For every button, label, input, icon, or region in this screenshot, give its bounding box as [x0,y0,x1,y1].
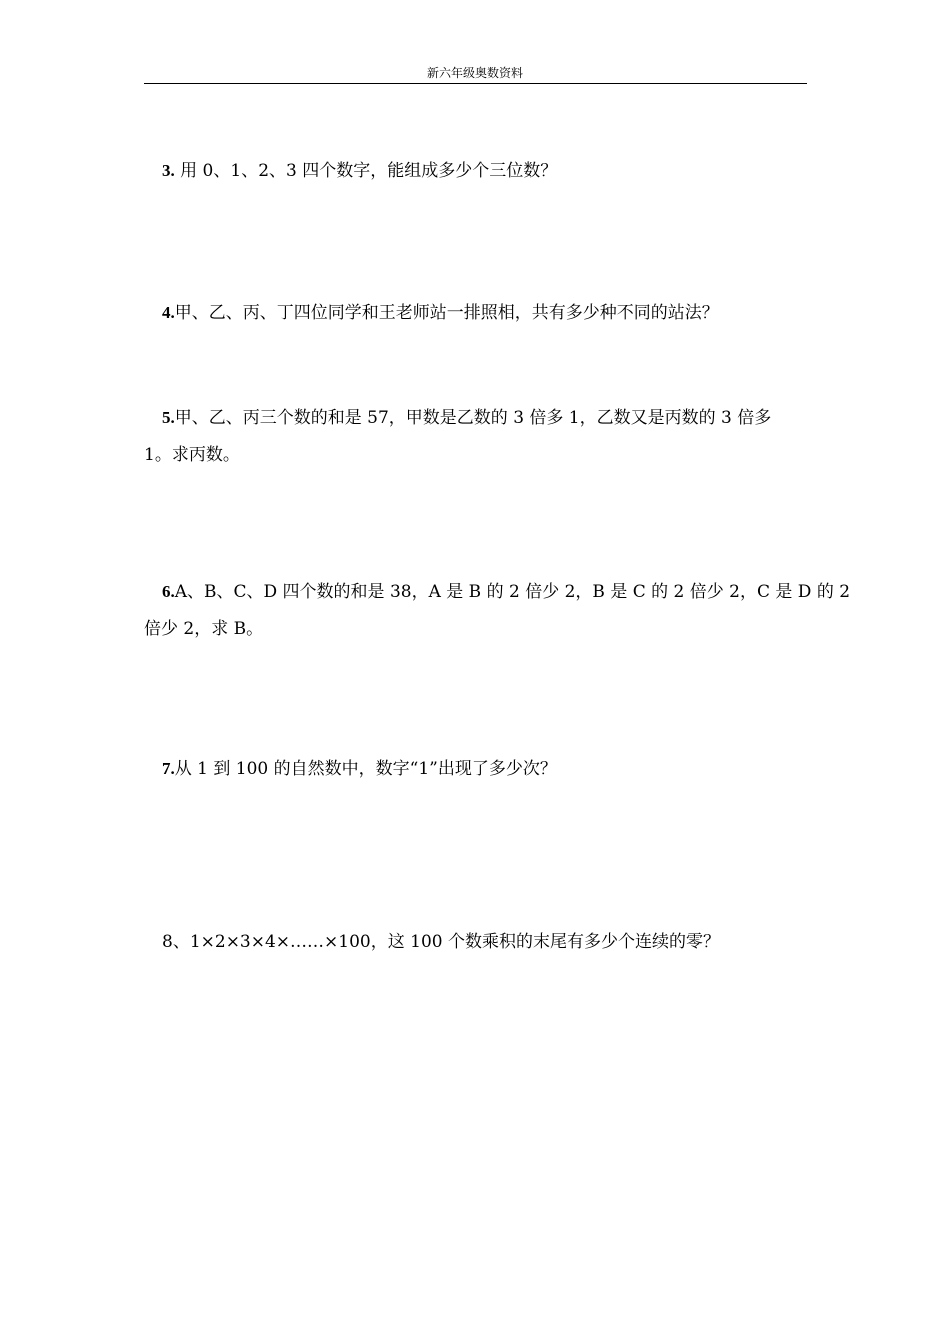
question-text: 8、1×2×3×4×……×100，这 100 个数乘积的末尾有多少个连续的零？ [162,932,721,952]
question-4 [144,302,814,324]
question-line [144,758,814,780]
page-header-title: 新六年级奥数资料 [426,66,523,80]
question-3 [144,160,814,182]
question-7 [144,758,814,780]
question-8 [144,931,814,953]
question-text: 从 1 到 100 的自然数中，数字“1”出现了多少次？ [174,759,557,779]
question-number: 6. [162,582,175,601]
question-line [144,302,814,324]
header-divider [144,83,807,84]
question-text: 用 0、1、2、3 四个数字，能组成多少个三位数？ [180,161,558,181]
question-number: 5. [162,408,175,427]
question-text: 甲、乙、丙三个数的和是 57，甲数是乙数的 3 倍多 1，乙数又是丙数的 3 倍多 [174,408,772,428]
question-text-continued: 倍少 2，求 B。 [144,619,264,639]
question-line [144,581,851,603]
question-number: 4. [162,303,175,322]
question-5 [144,407,814,466]
question-line [144,407,814,429]
question-number: 3. [162,161,175,180]
question-text: 甲、乙、丙、丁四位同学和王老师站一排照相，共有多少种不同的站法？ [174,303,719,323]
question-6 [144,581,851,640]
question-text-continued: 1。求丙数。 [144,445,240,465]
question-text: A、B、C、D 四个数的和是 38，A 是 B 的 2 倍少 2，B 是 C 的 2 倍少 2，C 是 D 的 2 [174,582,851,602]
question-number: 7. [162,759,175,778]
question-line [144,160,814,182]
